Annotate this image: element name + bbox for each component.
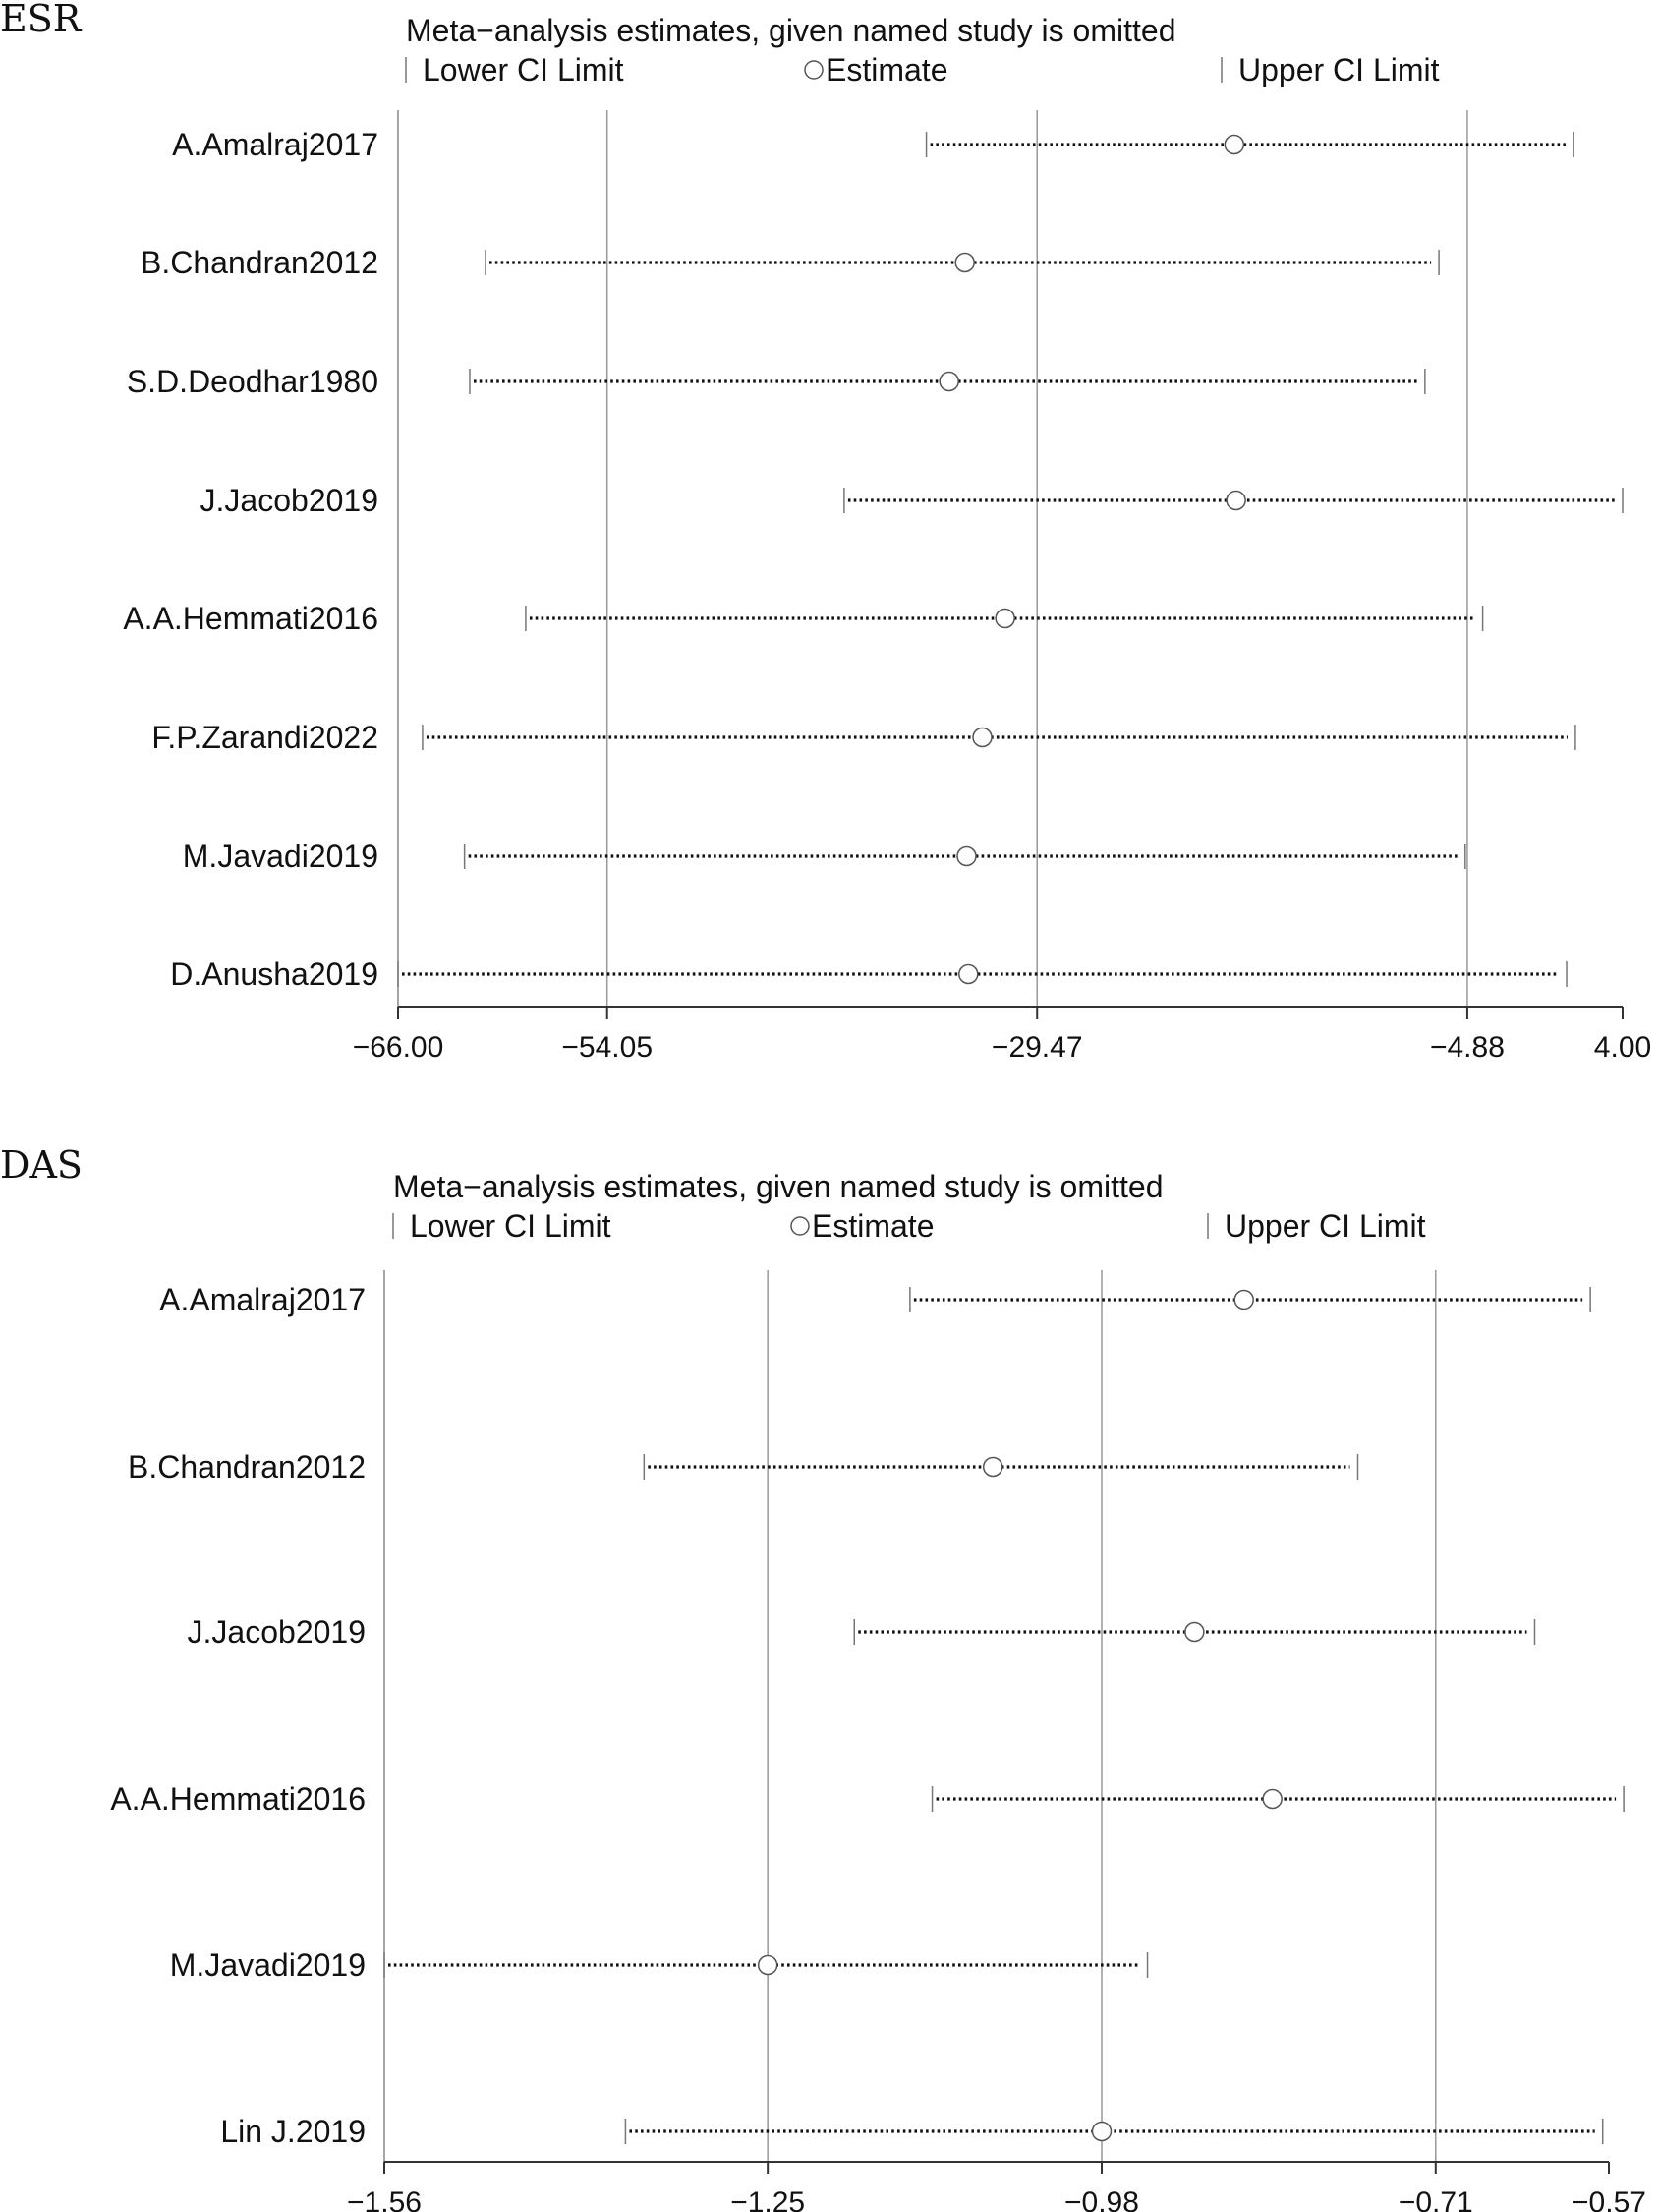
legend [406, 52, 1440, 87]
chart-title: Meta−analysis estimates, given named study is omitted [393, 1169, 1164, 1204]
panel-label: DAS [0, 1143, 83, 1187]
x-tick-label: −66.00 [352, 1031, 444, 1064]
panel-esr [0, 0, 1651, 1064]
x-tick-label: −0.98 [1064, 2186, 1139, 2212]
estimate-marker [1225, 136, 1243, 154]
estimate-marker [940, 373, 958, 391]
study-label: M.Javadi2019 [182, 839, 378, 874]
study-label: A.Amalraj2017 [172, 127, 378, 162]
panel-label: ESR [0, 0, 82, 40]
study-label: B.Chandran2012 [128, 1449, 366, 1484]
estimate-marker [1185, 1623, 1204, 1642]
x-tick-label: −0.57 [1572, 2186, 1646, 2212]
x-tick-label: −4.88 [1429, 1031, 1505, 1064]
estimate-marker [1263, 1790, 1282, 1809]
study-label: Lin J.2019 [220, 2114, 366, 2149]
estimate-marker [959, 965, 978, 984]
legend-lower-label: Lower CI Limit [410, 1208, 611, 1244]
legend-estimate-label: Estimate [812, 1208, 935, 1244]
legend-upper-label: Upper CI Limit [1238, 52, 1440, 87]
estimate-marker [957, 847, 976, 866]
estimate-marker [759, 1956, 777, 1975]
study-label: S.D.Deodhar1980 [126, 364, 378, 399]
study-label: A.Amalraj2017 [159, 1282, 366, 1317]
study-label: J.Jacob2019 [200, 483, 378, 518]
study-label: B.Chandran2012 [141, 245, 378, 280]
x-tick-label: −0.71 [1398, 2186, 1473, 2212]
panel-das [0, 1143, 1646, 2212]
legend-estimate-marker [805, 61, 823, 79]
study-label: F.P.Zarandi2022 [151, 720, 378, 755]
estimate-marker [955, 254, 974, 272]
study-label: J.Jacob2019 [187, 1614, 366, 1650]
x-tick-label: −29.47 [991, 1031, 1083, 1064]
estimate-marker [984, 1458, 1002, 1477]
estimate-marker [1092, 2123, 1111, 2141]
x-tick-label: −54.05 [561, 1031, 654, 1064]
x-tick-label: 4.00 [1593, 1031, 1652, 1064]
estimate-marker [973, 728, 992, 747]
legend-lower-label: Lower CI Limit [423, 52, 624, 87]
estimate-marker [1227, 492, 1245, 510]
study-label: A.A.Hemmati2016 [110, 1781, 366, 1817]
chart-title: Meta−analysis estimates, given named study is omitted [406, 13, 1176, 48]
estimate-marker [1234, 1291, 1253, 1310]
legend-upper-label: Upper CI Limit [1225, 1208, 1426, 1244]
x-tick-label: −1.25 [730, 2186, 806, 2212]
estimate-marker [996, 610, 1014, 628]
x-tick-label: −1.56 [347, 2186, 422, 2212]
study-label: M.Javadi2019 [169, 1948, 366, 1983]
study-label: D.Anusha2019 [170, 957, 378, 992]
legend [393, 1208, 1426, 1244]
legend-estimate-label: Estimate [826, 52, 948, 87]
study-label: A.A.Hemmati2016 [123, 601, 378, 636]
legend-estimate-marker [791, 1217, 809, 1235]
